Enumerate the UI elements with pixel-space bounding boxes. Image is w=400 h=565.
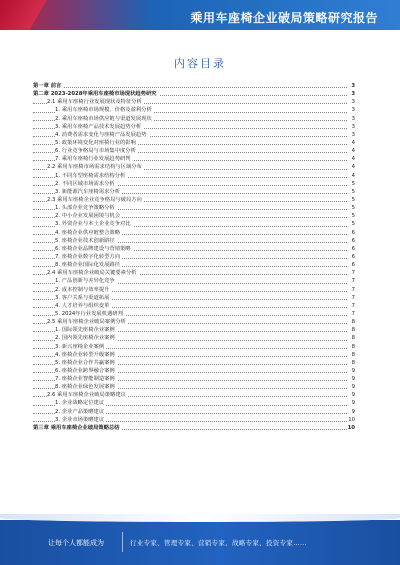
toc-entry-row[interactable] [33, 359, 355, 367]
toc-entry-row[interactable] [33, 220, 355, 228]
toc-page-number: 9 [351, 408, 355, 415]
toc-page-number: 10 [348, 416, 355, 423]
toc-entry-label: 3. 客户关系与渠道拓展 [55, 294, 110, 301]
toc-page-number: 5 [351, 188, 355, 195]
toc-entry-row[interactable] [33, 147, 355, 155]
toc-page-number: 5 [351, 196, 355, 203]
toc-entry-label: 第三章 乘用车座椅企业破局策略总结 [33, 424, 120, 431]
toc-page-number: 4 [351, 172, 355, 179]
toc-entry-row[interactable] [33, 343, 355, 351]
toc-page-number: 8 [351, 351, 355, 358]
table-of-contents [33, 82, 355, 432]
toc-entry-label: 1. 国际领先座椅企业案例 [55, 327, 115, 334]
toc-entry-row[interactable] [33, 351, 355, 359]
toc-page-number: 3 [351, 131, 355, 138]
toc-page-number: 3 [351, 83, 355, 89]
toc-entry-label: 5. 2024年行业发展机遇研判 [55, 310, 123, 317]
toc-entry-row[interactable] [33, 163, 355, 171]
toc-entry-row[interactable] [33, 375, 355, 383]
header-logo-shape [0, 0, 60, 30]
toc-entry-label: 6. 座椅企业品牌建设与营销策略 [55, 245, 131, 252]
toc-entry-label: 2.2 乘用车座椅市场需求结构与区域分布 [47, 164, 142, 171]
toc-entry-row[interactable] [33, 245, 355, 253]
toc-page-number: 3 [351, 91, 355, 98]
toc-entry-label: 8. 座椅企业绿色发展案例 [55, 384, 115, 391]
toc-page-number: 3 [351, 115, 355, 122]
toc-entry-label: 2.1 乘用车座椅行业发展现状及特征分析 [47, 99, 142, 106]
toc-entry-label: 2.5 乘用车座椅企业破局案例分析 [47, 319, 126, 326]
toc-entry-label: 1. 不同车型座椅需求结构分析 [55, 172, 126, 179]
toc-entry-row[interactable] [33, 302, 355, 310]
toc-entry-label: 1. 乘用车座椅市场规模、价格及盈利分析 [55, 107, 152, 114]
report-title: 乘用车座椅企业破局策略研究报告 [190, 11, 378, 25]
toc-entry-row[interactable] [33, 294, 355, 302]
toc-entry-row[interactable] [33, 326, 355, 334]
toc-page-number: 3 [351, 123, 355, 130]
toc-entry-label: 3. 外资企业与本土企业竞争对比 [55, 221, 131, 228]
toc-entry-label: 2. 企业产品策略建议 [55, 408, 105, 415]
toc-entry-row[interactable] [33, 318, 355, 326]
toc-entry-label: 6. 行业竞争格局与市场集中度分析 [55, 148, 136, 155]
page-footer [0, 520, 400, 565]
toc-page-number: 7 [351, 278, 355, 285]
toc-entry-row[interactable] [33, 188, 355, 196]
toc-entry-row[interactable] [33, 416, 355, 424]
toc-page-number: 9 [351, 367, 355, 374]
toc-entry-label: 5. 政策环境变化对座椅行业的影响 [55, 139, 136, 146]
toc-entry-label: 4. 消费者需求变化与座椅产品发展趋势 [55, 131, 147, 138]
toc-page-number: 7 [351, 270, 355, 277]
toc-entry-row[interactable] [33, 269, 355, 277]
toc-entry-row[interactable] [33, 237, 355, 245]
footer-services: 行业专家、管理专家、营销专家、战略专家、投资专家…… [130, 539, 307, 547]
toc-entry-label: 4. 座椅企业转型升级案例 [55, 351, 115, 358]
toc-entry-label: 2. 国内领先座椅企业案例 [55, 335, 115, 342]
toc-entry-row[interactable] [33, 212, 355, 220]
toc-chapter-row[interactable] [33, 424, 355, 432]
toc-heading: 内容目录 [174, 57, 226, 70]
toc-entry-label: 第一章 前言 [33, 83, 62, 89]
toc-entry-label: 2.6 乘用车座椅企业破局策略建议 [47, 392, 126, 399]
toc-page-number: 4 [351, 156, 355, 163]
toc-entry-row[interactable] [33, 155, 355, 163]
toc-entry-label: 7. 乘用车座椅行业发展趋势研判 [55, 156, 131, 163]
toc-entry-label: 3. 乘用车座椅产品技术发展趋势分析 [55, 123, 142, 130]
toc-page-number: 3 [351, 99, 355, 106]
toc-entry-row[interactable] [33, 229, 355, 237]
toc-entry-label: 7. 座椅企业数字化转型方向 [55, 253, 121, 260]
toc-entry-label: 4. 座椅企业供应链整合策略 [55, 229, 121, 236]
toc-page-number: 9 [351, 376, 355, 383]
toc-entry-row[interactable] [33, 253, 355, 261]
toc-entry-label: 2. 成本控制与效率提升 [55, 286, 110, 293]
toc-page-number: 7 [351, 286, 355, 293]
toc-entry-row[interactable] [33, 172, 355, 180]
toc-page-number: 10 [347, 424, 355, 431]
toc-page-number: 5 [351, 205, 355, 212]
toc-entry-label: 6. 座椅企业跨界融合案例 [55, 367, 115, 374]
toc-entry-label: 1. 企业战略定位建议 [55, 400, 105, 407]
toc-page-number: 8 [351, 335, 355, 342]
page-header [0, 0, 400, 34]
toc-entry-row[interactable] [33, 334, 355, 342]
toc-entry-label: 8. 座椅企业国际化发展路径 [55, 262, 121, 269]
toc-chapter-row[interactable] [33, 90, 355, 98]
toc-entry-label: 7. 座椅企业智能制造案例 [55, 376, 115, 383]
toc-chapter-row[interactable] [33, 82, 355, 90]
toc-page-number: 7 [351, 310, 355, 317]
toc-entry-label: 2. 中小企业发展困境与机会 [55, 213, 121, 220]
toc-entry-row[interactable] [33, 196, 355, 204]
toc-entry-row[interactable] [33, 115, 355, 123]
toc-entry-row[interactable] [33, 277, 355, 285]
toc-entry-row[interactable] [33, 310, 355, 318]
toc-entry-row[interactable] [33, 383, 355, 391]
toc-entry-label: 5. 座椅企业合作共赢案例 [55, 359, 115, 366]
toc-entry-row[interactable] [33, 261, 355, 269]
toc-page-number: 4 [351, 139, 355, 146]
toc-page-number: 8 [351, 319, 355, 326]
toc-entry-label: 2. 乘用车座椅市场供应链与渠道发展现状 [55, 115, 152, 122]
toc-entry-label: 1. 产品创新与差异化竞争 [55, 278, 115, 285]
toc-entry-label: 3. 企业市场策略建议 [55, 416, 105, 423]
footer-slogan: 让每个人都能成为 [48, 539, 104, 547]
toc-entry-row[interactable] [33, 204, 355, 212]
toc-page-number: 3 [351, 107, 355, 114]
toc-entry-row[interactable] [33, 131, 355, 139]
toc-entry-row[interactable] [33, 98, 355, 106]
toc-entry-row[interactable] [33, 106, 355, 114]
toc-entry-label: 第二章 2023-2028年乘用车座椅市场现状趋势研究 [33, 91, 157, 98]
toc-page-number: 8 [351, 359, 355, 366]
toc-entry-label: 1. 头部企业竞争策略分析 [55, 205, 115, 212]
toc-leader-dots [33, 87, 347, 88]
toc-entry-row[interactable] [33, 139, 355, 147]
toc-entry-label: 4. 人才培养与组织变革 [55, 302, 110, 309]
toc-entry-label: 2.3 乘用车座椅企业竞争格局与破局方向 [47, 196, 142, 203]
toc-entry-label: 3. 新兴座椅企业案例 [55, 343, 105, 350]
toc-entry-label: 5. 座椅企业技术创新路径 [55, 237, 115, 244]
toc-entry-row[interactable] [33, 286, 355, 294]
toc-entry-label: 2. 不同区域市场需求分析 [55, 180, 115, 187]
toc-page-number: 6 [351, 245, 355, 252]
toc-page-number: 6 [351, 262, 355, 269]
toc-page-number: 6 [351, 229, 355, 236]
toc-page-number: 8 [351, 343, 355, 350]
toc-entry-row[interactable] [33, 391, 355, 399]
toc-page-number: 4 [351, 164, 355, 171]
toc-entry-row[interactable] [33, 180, 355, 188]
toc-page-number: 4 [351, 148, 355, 155]
footer-divider [122, 532, 123, 552]
toc-page-number: 9 [351, 384, 355, 391]
toc-page-number: 7 [351, 294, 355, 301]
toc-page-number: 6 [351, 253, 355, 260]
toc-entry-row[interactable] [33, 367, 355, 375]
toc-entry-row[interactable] [33, 408, 355, 416]
toc-page-number: 5 [351, 213, 355, 220]
toc-entry-row[interactable] [33, 399, 355, 407]
toc-page-number: 7 [351, 302, 355, 309]
toc-page-number: 9 [351, 392, 355, 399]
toc-page-number: 5 [351, 180, 355, 187]
toc-entry-label: 2.4 乘用车座椅企业破局关键要素分析 [47, 270, 137, 277]
toc-page-number: 6 [351, 237, 355, 244]
toc-page-number: 8 [351, 327, 355, 334]
toc-entry-label: 3. 新能源汽车座椅需求分析 [55, 188, 121, 195]
footer-wave [0, 514, 400, 522]
toc-page-number: 9 [351, 400, 355, 407]
toc-entry-row[interactable] [33, 123, 355, 131]
toc-page-number: 5 [351, 221, 355, 228]
